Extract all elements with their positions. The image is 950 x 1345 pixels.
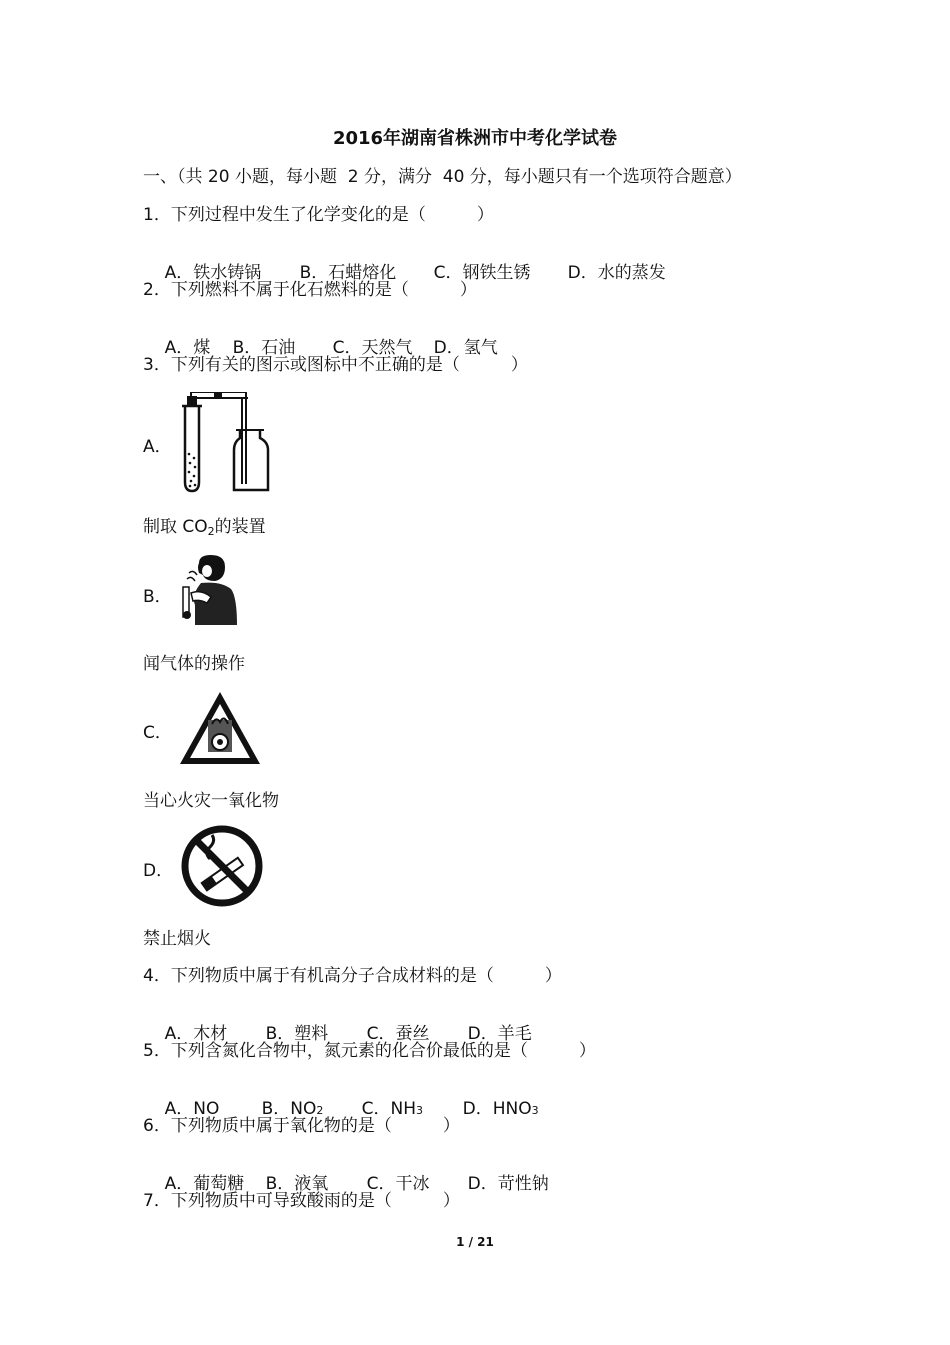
q4-option-b: B．塑料 [265,1024,329,1044]
q3-option-c-label: C． [143,723,172,743]
q5-option-c: C．NH3 [361,1099,423,1119]
page-number: 1 / 21 [456,1235,494,1249]
co2-apparatus-figure [178,392,274,494]
q2-option-a: A．煤 [164,338,211,358]
q3-option-b-label: B． [143,587,172,607]
q6-option-d: D．苛性钠 [467,1174,549,1194]
q3-option-d-caption: 禁止烟火 [143,929,211,949]
question-1-stem: 1．下列过程中发生了化学变化的是（ ） [143,205,494,225]
question-5-stem: 5．下列含氮化合物中，氮元素的化合价最低的是（ ） [143,1041,596,1061]
q4-option-d: D．羊毛 [467,1024,532,1044]
smelling-gas-figure [181,553,239,625]
q1-option-d: D．水的蒸发 [567,263,666,283]
q4-option-c: C．蚕丝 [366,1024,430,1044]
no-smoking-sign-icon [178,825,266,907]
section-heading: 一、（共 20 小题，每小题 2 分，满分 40 分，每小题只有一个选项符合题意） [143,167,742,187]
q6-option-c: C．干冰 [366,1174,430,1194]
q2-option-b: B．石油 [232,338,296,358]
q1-option-b: B．石蜡熔化 [299,263,397,283]
q2-option-c: C．天然气 [332,338,413,358]
q5-option-b: B．NO2 [261,1099,324,1119]
q6-option-b: B．液氧 [265,1174,329,1194]
fire-warning-sign-icon [178,690,262,766]
question-2-stem: 2．下列燃料不属于化石燃料的是（ ） [143,280,477,300]
q3-option-c-caption: 当心火灾一氧化物 [143,791,279,811]
q3-option-a-label: A． [143,437,172,457]
q5-option-d: D．HNO3 [462,1099,539,1119]
q4-option-a: A．木材 [164,1024,228,1044]
question-3-stem: 3．下列有关的图示或图标中不正确的是（ ） [143,355,528,375]
q3-option-b-caption: 闻气体的操作 [143,654,245,674]
question-7-stem: 7．下列物质中可导致酸雨的是（ ） [143,1191,460,1211]
q2-option-d: D．氢气 [433,338,498,358]
exam-title: 2016年湖南省株洲市中考化学试卷 [332,128,618,149]
q1-option-a: A．铁水铸锅 [164,263,262,283]
question-4-stem: 4．下列物质中属于有机高分子合成材料的是（ ） [143,966,562,986]
q1-option-c: C．钢铁生锈 [433,263,531,283]
question-6-stem: 6．下列物质中属于氧化物的是（ ） [143,1116,460,1136]
q3-option-a-caption: 制取 $CO_2$的装置 [143,517,266,538]
q5-option-a: A．NO [164,1099,220,1119]
q6-option-a: A．葡萄糖 [164,1174,245,1194]
q3-option-d-label: D． [143,861,174,881]
